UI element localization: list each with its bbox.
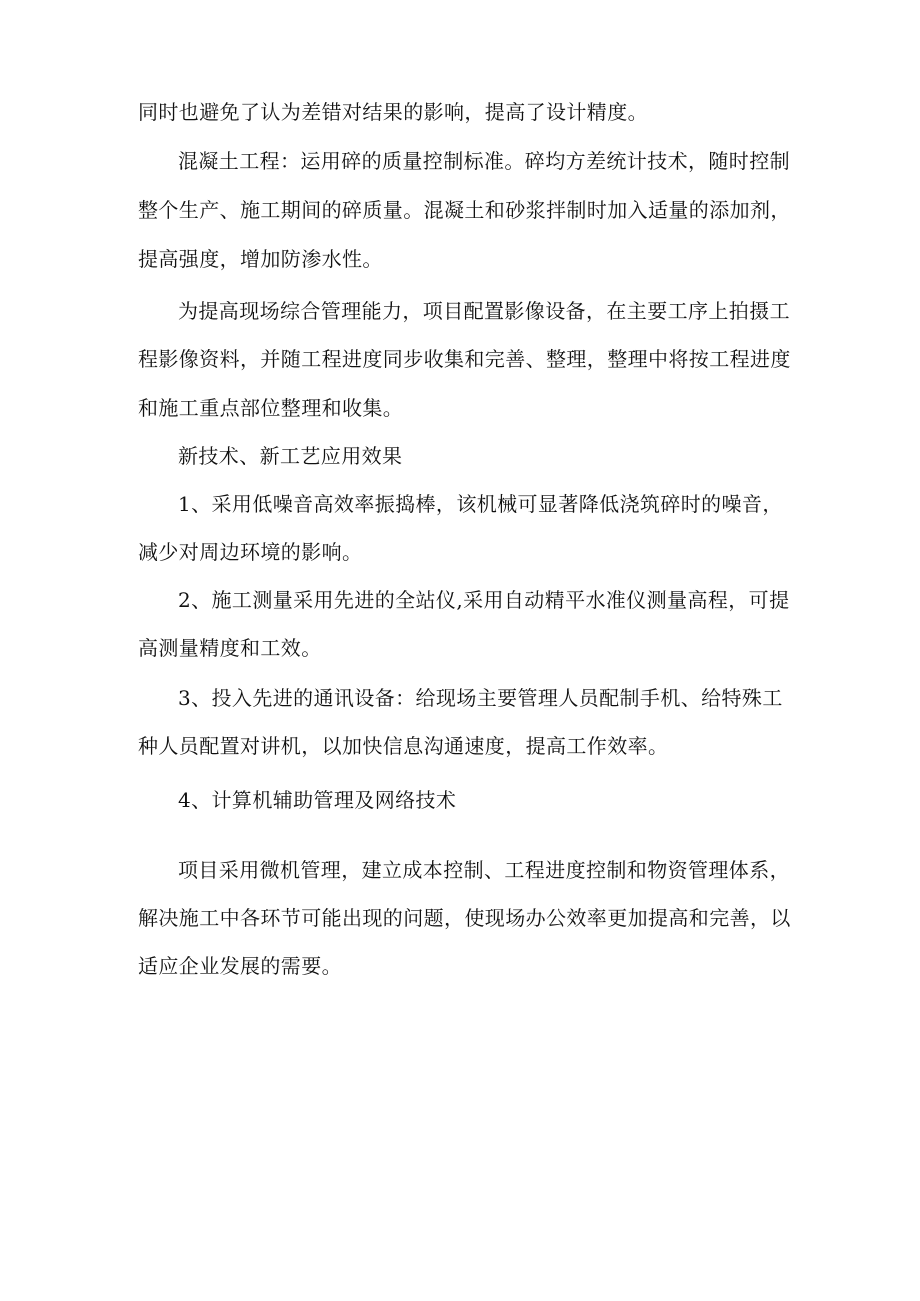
text-line: 整个生产、施工期间的碎质量。混凝土和砂浆拌制时加入适量的添加剂， — [138, 198, 791, 222]
text-line: 种人员配置对讲机，以加快信息沟通速度，提高工作效率。 — [138, 734, 669, 758]
text-line: 和施工重点部位整理和收集。 — [138, 396, 404, 420]
text-line: 1、采用低噪音高效率振捣棒，该机械可显著降低浇筑碎时的噪音， — [178, 492, 783, 516]
list-heading: 4、计算机辅助管理及网络技术 — [178, 788, 457, 812]
text-line: 3、投入先进的通讯设备：给现场主要管理人员配制手机、给特殊工 — [178, 686, 783, 710]
text-line: 减少对周边环境的影响。 — [138, 540, 363, 564]
text-line: 高测量精度和工效。 — [138, 636, 322, 660]
text-line: 2、施工测量采用先进的全站仪,采用自动精平水准仪测量高程，可提 — [178, 588, 790, 612]
text-line: 程影像资料，并随工程进度同步收集和完善、整理，整理中将按工程进度 — [138, 347, 791, 371]
text-line: 提高强度，增加防渗水性。 — [138, 247, 383, 271]
text-line: 为提高现场综合管理能力，项目配置影像设备，在主要工序上拍摄工 — [178, 299, 790, 323]
text-line: 解决施工中各环节可能出现的问题，使现场办公效率更加提高和完善，以 — [138, 906, 791, 930]
text-line: 适应企业发展的需要。 — [138, 954, 342, 978]
section-heading: 新技术、新工艺应用效果 — [178, 444, 403, 468]
text-line: 同时也避免了认为差错对结果的影响，提高了设计精度。 — [138, 100, 648, 124]
text-line: 项目采用微机管理，建立成本控制、工程进度控制和物资管理体系， — [178, 858, 790, 882]
text-line: 混凝土工程：运用碎的质量控制标准。碎均方差统计技术，随时控制 — [178, 149, 790, 173]
